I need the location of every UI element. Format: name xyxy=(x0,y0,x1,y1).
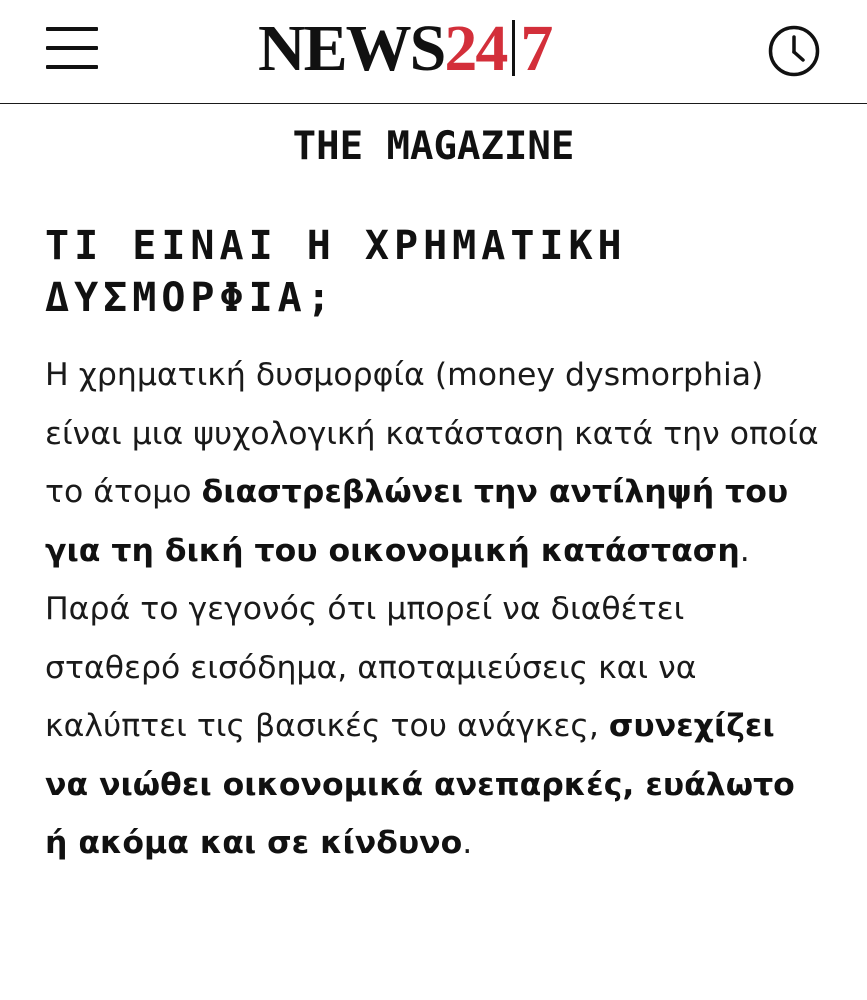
headline-line-1: ΤΙ ΕΙΝΑΙ Η ΧΡΗΜΑΤΙΚΗ xyxy=(45,223,627,269)
paragraph-text: Η χρηματική δυσμορφία (money dysmorphia) είναι μια ψυχολογική κατάσταση κατά την οποία το άτομο xyxy=(45,357,819,510)
article-paragraph xyxy=(45,346,827,873)
paragraph-text: . xyxy=(462,825,473,861)
logo-7-text: 7 xyxy=(520,12,552,85)
logo-divider xyxy=(512,20,515,76)
article-headline xyxy=(45,220,827,324)
logo-news-text: NEWS xyxy=(258,12,445,85)
paragraph-bold-text: συνεχίζει να νιώθει οικονομικά ανεπαρκές, ευάλωτο ή ακόμα και σε κίνδυνο xyxy=(45,708,795,861)
hamburger-menu-icon[interactable] xyxy=(46,27,98,69)
section-label[interactable]: THE MAGAZINE xyxy=(292,124,575,169)
paragraph-text: . Παρά το γεγονός ότι μπορεί να διαθέτει σταθερό εισόδημα, αποταμιεύσεις και να καλύπτει τις βασικές του ανάγκες, xyxy=(45,532,750,744)
menu-bar xyxy=(46,46,98,50)
logo-24-text: 24 xyxy=(444,12,507,85)
headline-line-2: ΔΥΣΜΟΡΦΙΑ; xyxy=(45,275,336,321)
news247-logo[interactable] xyxy=(258,14,551,84)
menu-bar xyxy=(46,27,98,31)
clock-icon[interactable] xyxy=(767,24,821,78)
paragraph-bold-text: διαστρεβλώνει την αντίληψή του για τη δική του οικονομική κατάσταση xyxy=(45,474,789,569)
menu-bar xyxy=(46,65,98,69)
site-header xyxy=(0,0,867,104)
